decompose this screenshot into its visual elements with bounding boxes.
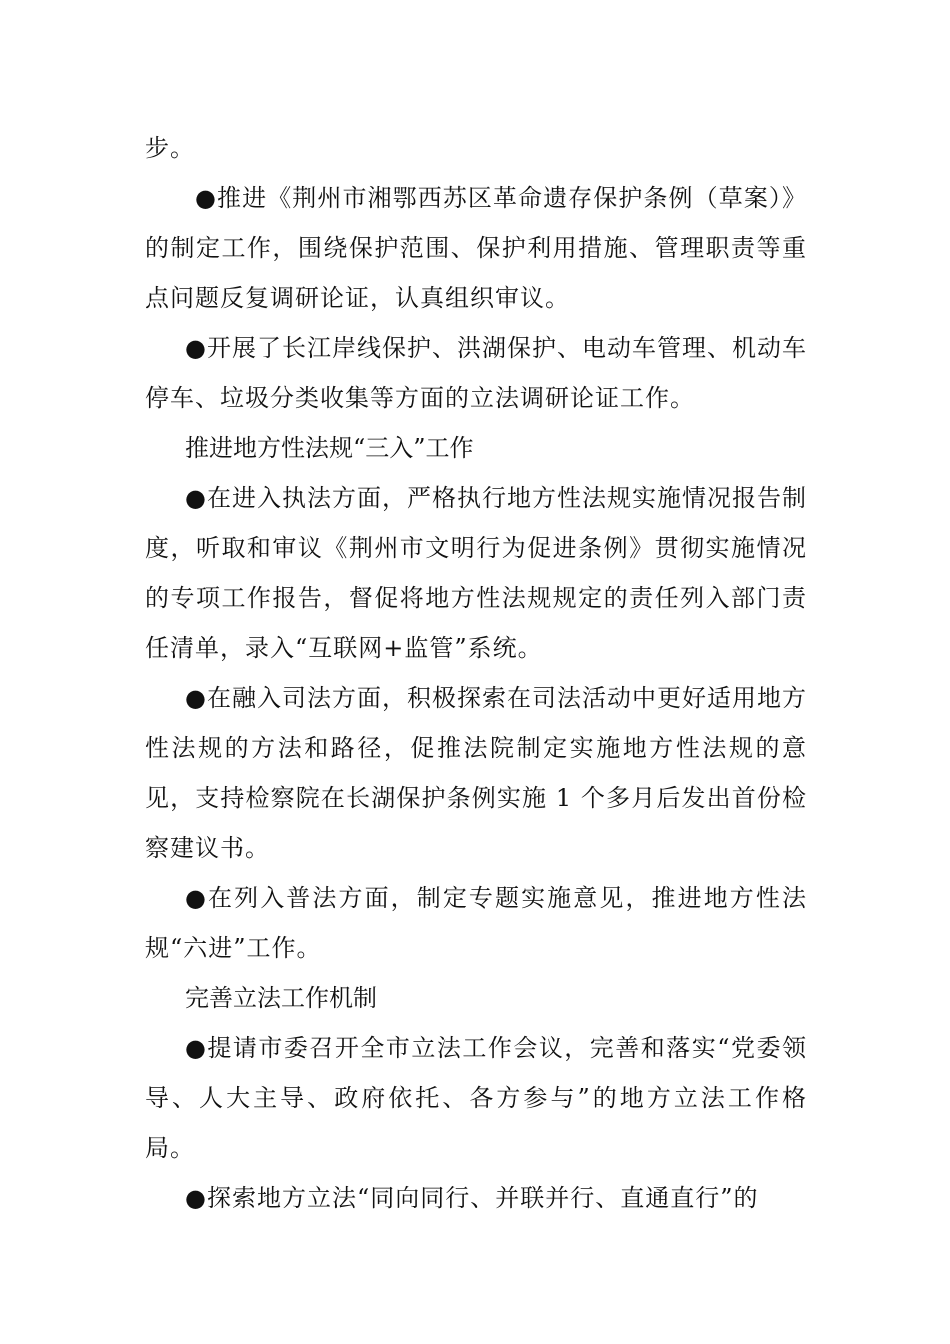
paragraph-bullet-legal-education: ●在列入普法方面，制定专题实施意见，推进地方性法规“六进”工作。 — [145, 884, 807, 962]
paragraph-bullet-draft-regulation: ●推进《荆州市湘鄂西苏区革命遗存保护条例（草案）》的制定工作，围绕保护范围、保护利用措施、管理职责等重点问题反复调研论证，认真组织审议。 — [145, 184, 807, 312]
section-heading-legislative-mechanism: 完善立法工作机制 — [185, 984, 377, 1012]
document-body — [145, 123, 807, 1223]
paragraph-bullet-enforcement: ●在进入执法方面，严格执行地方性法规实施情况报告制度，听取和审议《荆州市文明行为促进条例》贯彻实施情况的专项工作报告，督促将地方性法规规定的责任列入部门责任清单，录入“互联网+监管”系统。 — [145, 484, 807, 662]
paragraph-bullet-legislative-research: ●开展了长江岸线保护、洪湖保护、电动车管理、机动车停车、垃圾分类收集等方面的立法调研论证工作。 — [145, 334, 807, 412]
paragraph-bullet-legislative-meeting: ●提请市委召开全市立法工作会议，完善和落实“党委领导、人大主导、政府依托、各方参与”的地方立法工作格局。 — [145, 1034, 807, 1162]
paragraph-bullet-legislative-exploration: ●探索地方立法“同向同行、并联并行、直通直行”的 — [185, 1184, 759, 1212]
paragraph-bullet-judicial: ●在融入司法方面，积极探索在司法活动中更好适用地方性法规的方法和路径，促推法院制定实施地方性法规的意见，支持检察院在长湖保护条例实施 1 个多月后发出首份检察建议书。 — [145, 684, 807, 862]
paragraph-continuation: 步。 — [145, 134, 195, 162]
section-heading-three-entries: 推进地方性法规“三入”工作 — [185, 434, 474, 462]
